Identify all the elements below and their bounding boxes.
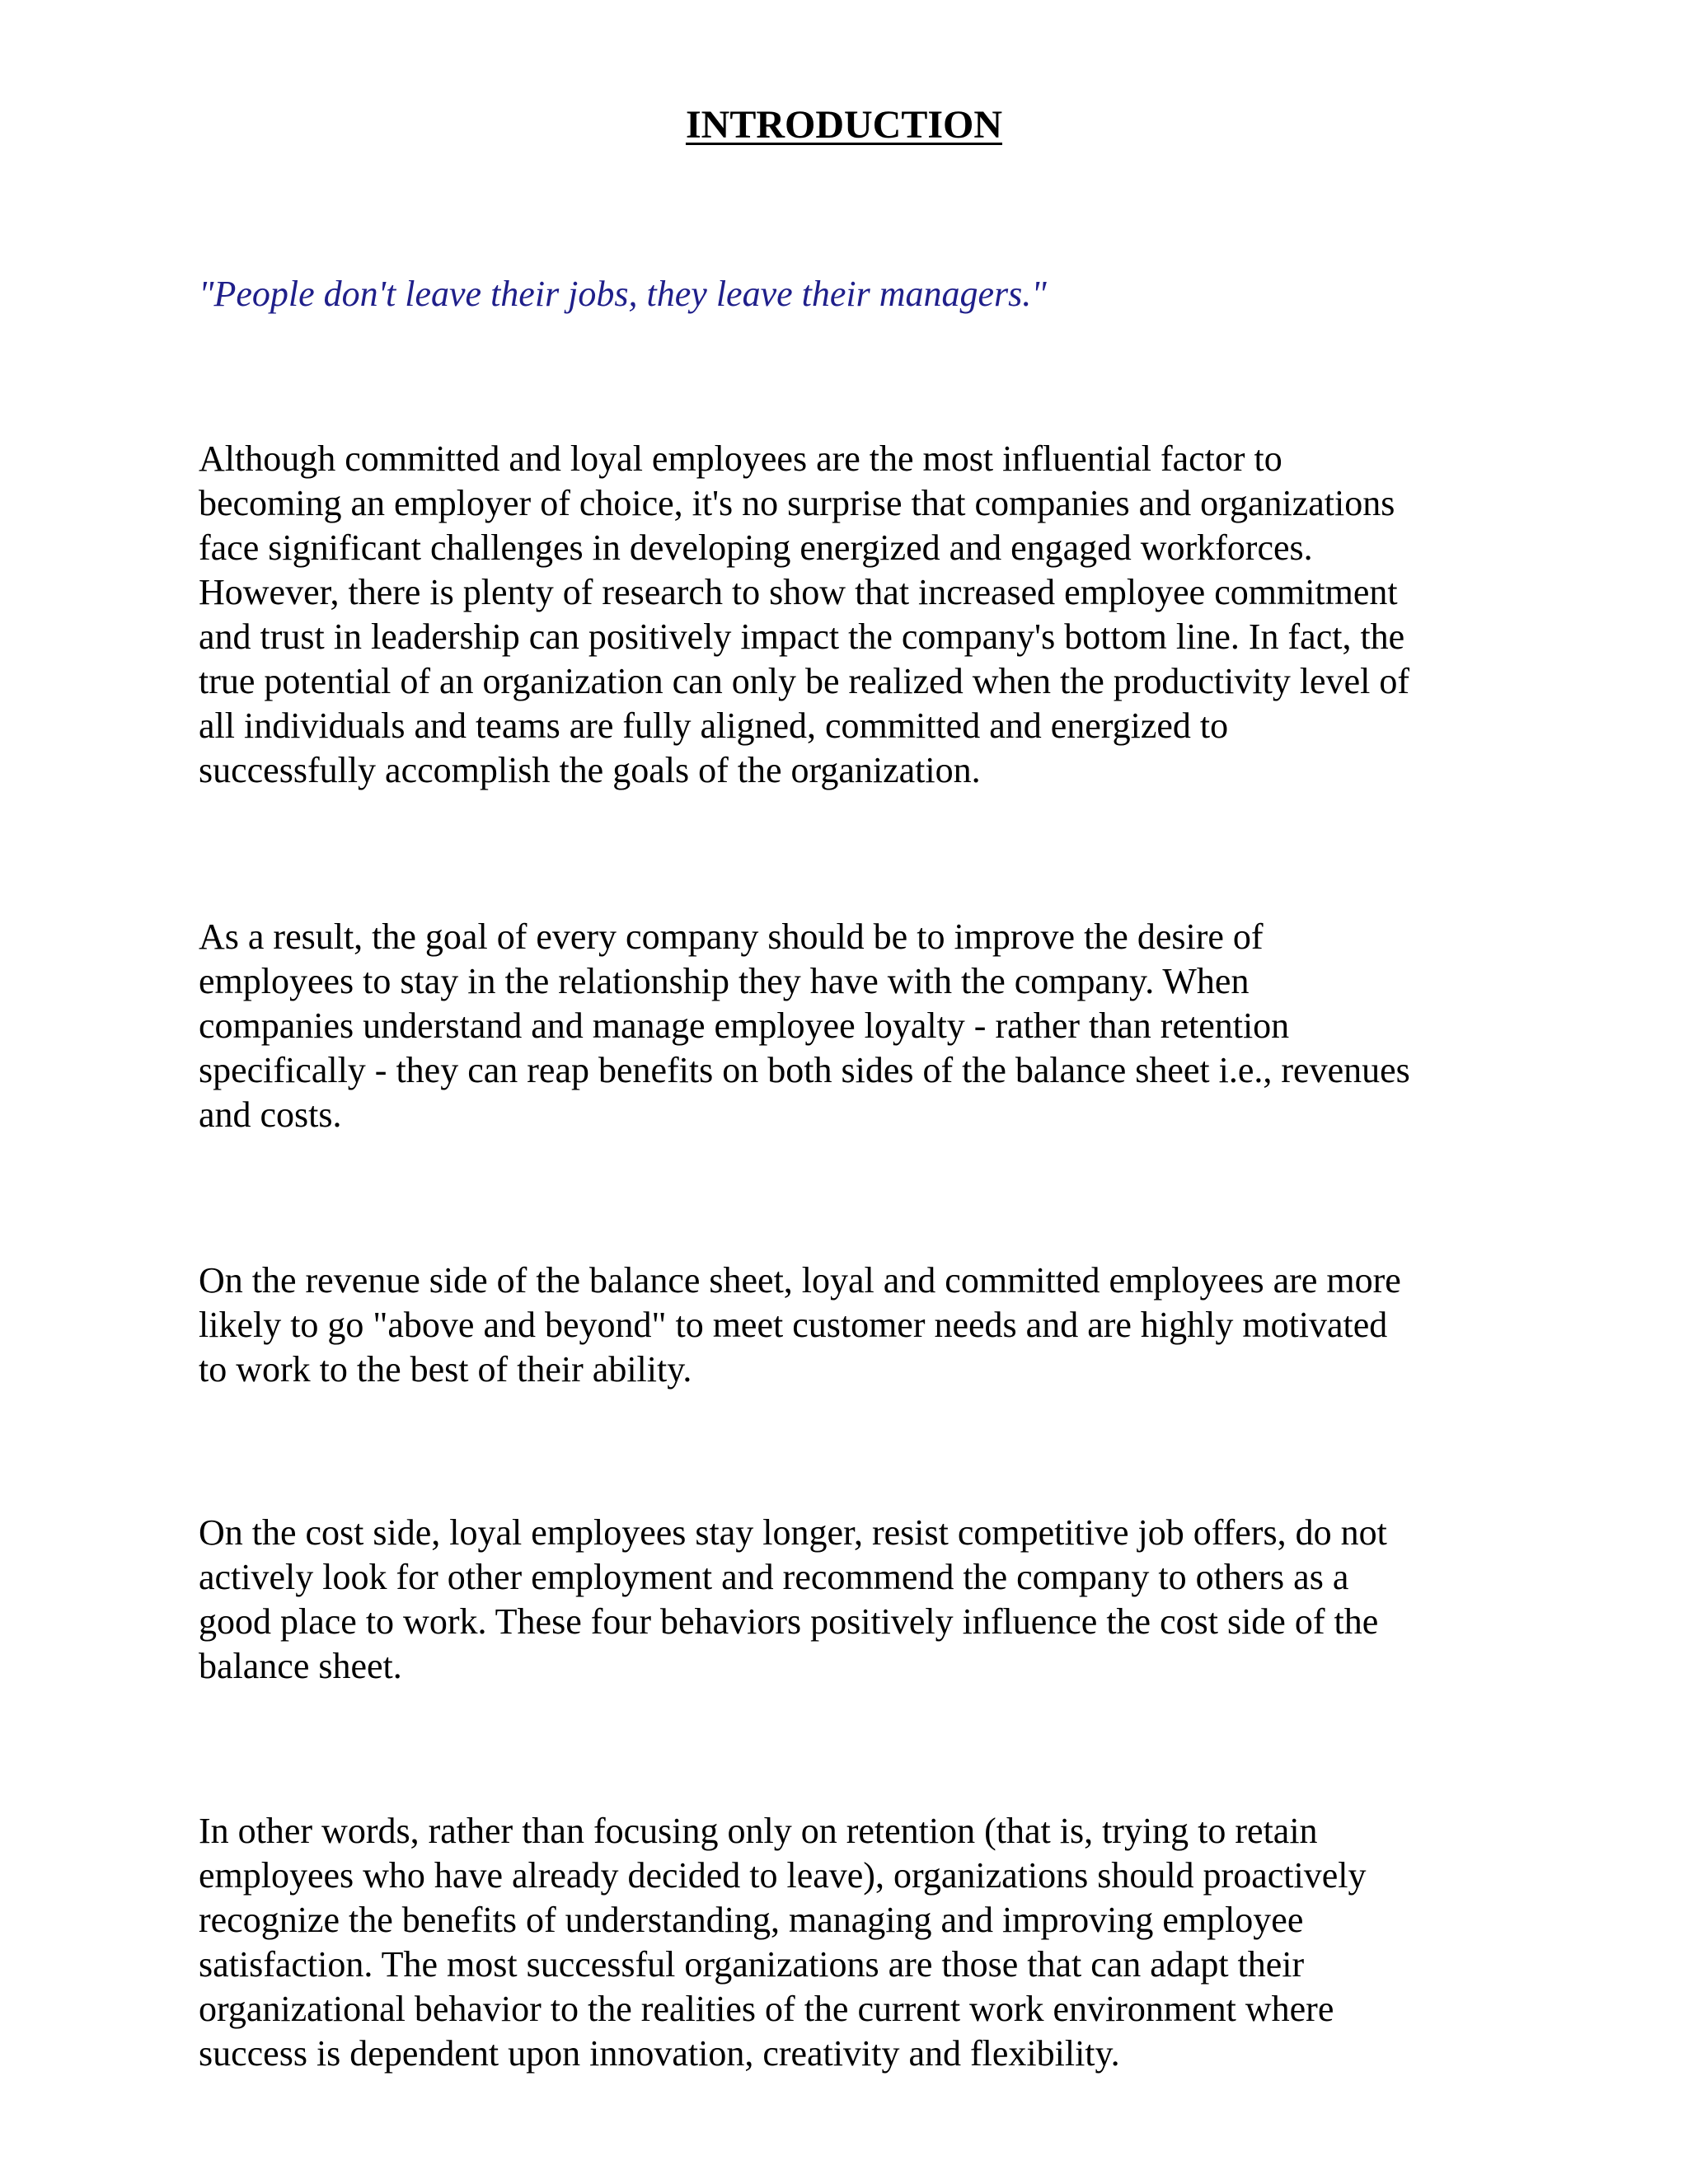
paragraph-line: satisfaction. The most successful organizations are those that can adapt their (199, 1944, 1305, 1985)
paragraph-2 (199, 915, 1534, 1137)
opening-quote: "People don't leave their jobs, they leave their managers." (199, 274, 1047, 314)
paragraph-line: organizational behavior to the realities of the current work environment where (199, 1989, 1334, 2029)
paragraph-line: likely to go "above and beyond" to meet customer needs and are highly motivated (199, 1305, 1388, 1345)
paragraph-line: success is dependent upon innovation, creativity and flexibility. (199, 2033, 1120, 2074)
paragraph-line: actively look for other employment and recommend the company to others as a (199, 1557, 1349, 1597)
paragraph-line: On the cost side, loyal employees stay longer, resist competitive job offers, do not (199, 1512, 1387, 1553)
paragraph-line: Although committed and loyal employees are the most influential factor to (199, 438, 1282, 479)
paragraph-line: In other words, rather than focusing only on retention (that is, trying to retain (199, 1811, 1318, 1851)
paragraph-line: employees to stay in the relationship they have with the company. When (199, 961, 1250, 1001)
paragraph-line: and trust in leadership can positively impact the company's bottom line. In fact, the (199, 616, 1405, 657)
paragraph-line: all individuals and teams are fully aligned, committed and energized to (199, 705, 1229, 746)
paragraph-line: companies understand and manage employee loyalty - rather than retention (199, 1005, 1290, 1046)
paragraph-1 (199, 437, 1534, 793)
paragraph-line: successfully accomplish the goals of the organization. (199, 750, 981, 790)
paragraph-line: and costs. (199, 1094, 342, 1135)
paragraph-line: recognize the benefits of understanding, managing and improving employee (199, 1900, 1304, 1940)
paragraph-line: good place to work. These four behaviors positively influence the cost side of the (199, 1601, 1379, 1642)
paragraph-5 (199, 1809, 1534, 2076)
paragraph-line: On the revenue side of the balance sheet, loyal and committed employees are more (199, 1260, 1401, 1301)
paragraph-line: However, there is plenty of research to show that increased employee commitment (199, 572, 1398, 612)
paragraph-4 (199, 1511, 1534, 1689)
page-title: INTRODUCTION (685, 103, 1003, 147)
paragraph-line: becoming an employer of choice, it's no surprise that companies and organizations (199, 483, 1395, 523)
paragraph-line: balance sheet. (199, 1646, 402, 1686)
paragraph-line: employees who have already decided to leave), organizations should proactively (199, 1855, 1367, 1896)
paragraph-line: As a result, the goal of every company should be to improve the desire of (199, 916, 1264, 957)
paragraph-line: specifically - they can reap benefits on both sides of the balance sheet i.e., revenues (199, 1050, 1410, 1090)
paragraph-line: true potential of an organization can only be realized when the productivity level of (199, 661, 1409, 701)
paragraph-line: to work to the best of their ability. (199, 1349, 692, 1390)
paragraph-3 (199, 1258, 1534, 1392)
paragraph-line: face significant challenges in developing energized and engaged workforces. (199, 527, 1313, 568)
